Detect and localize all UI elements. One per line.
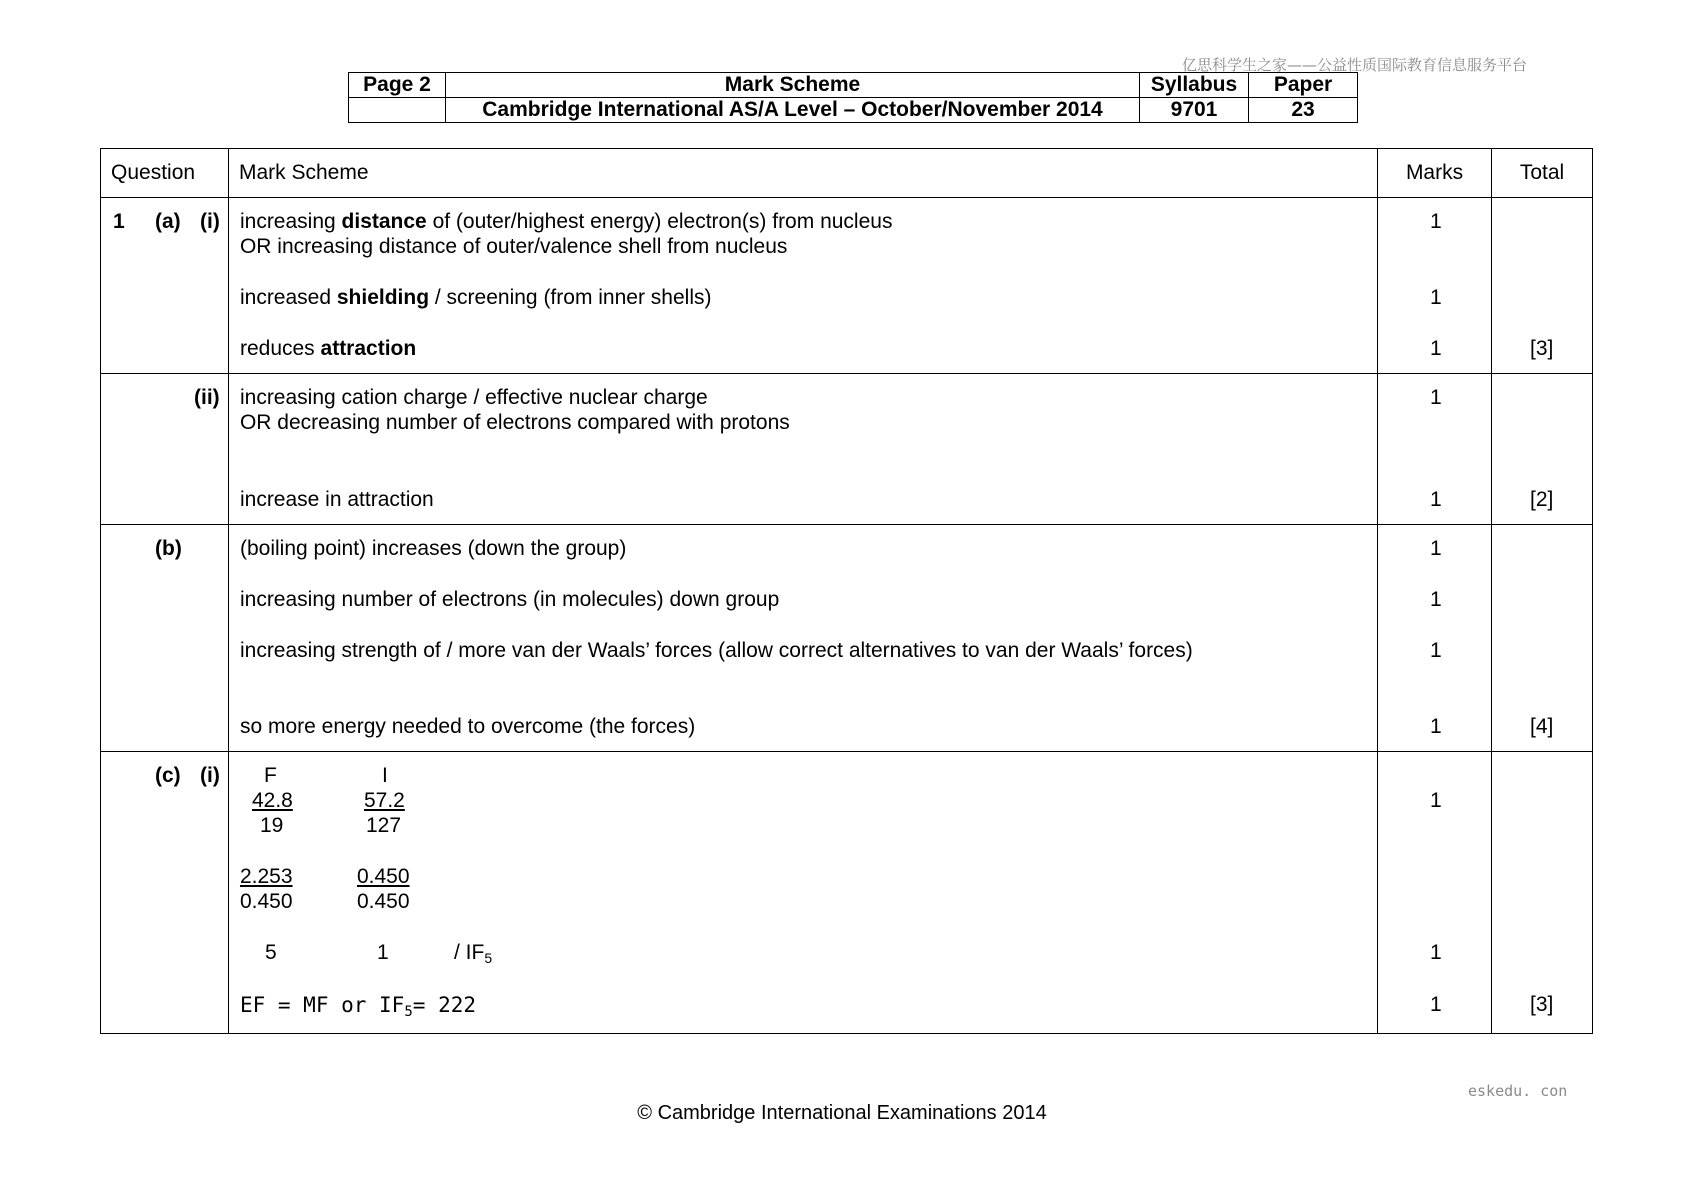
i-mole-numerator: 0.450: [356, 865, 410, 888]
question-number: 1: [113, 210, 125, 233]
col-question: Question: [101, 149, 229, 198]
page-label: Page 2: [349, 73, 446, 98]
total-value: [2]: [1530, 488, 1554, 511]
mark-value: 1: [1430, 537, 1442, 560]
f-mole-numerator: 2.253: [239, 865, 293, 888]
table-row: [101, 752, 1593, 1034]
i-mass-numerator: 57.2: [363, 789, 405, 812]
mark-value: 1: [1430, 941, 1442, 964]
col-marks: Marks: [1378, 149, 1492, 198]
question-cell: [101, 198, 229, 374]
mark-value: 1: [1430, 286, 1442, 309]
watermark-bottom: eskedu. con: [1468, 1082, 1568, 1100]
syllabus-code: 9701: [1140, 98, 1249, 123]
scheme-line: so more energy needed to overcome (the forces): [239, 715, 696, 738]
empirical-formula: / $IF_5$: [453, 941, 493, 966]
mark-value: 1: [1430, 588, 1442, 611]
copyright-footer: © Cambridge International Examinations 2014: [637, 1102, 1047, 1124]
empty-cell: [349, 98, 446, 123]
scheme-cell: [228, 525, 1377, 752]
scheme-line: reduces attraction: [239, 337, 417, 360]
question-part: (a): [155, 210, 181, 233]
scheme-line: increasing number of electrons (in molecules) down group: [239, 588, 780, 611]
marks-cell: [1378, 752, 1492, 1034]
scheme-line: increasing strength of / more van der Waals’ forces (allow correct alternatives to van der Waals’ forces): [239, 639, 1193, 662]
i-mole-denominator: 0.450: [356, 890, 410, 913]
i-mass-denominator: 127: [365, 814, 402, 837]
total-value: [3]: [1530, 337, 1554, 360]
total-cell: [1492, 198, 1593, 374]
total-value: [4]: [1530, 715, 1554, 738]
f-mass-denominator: 19: [259, 814, 284, 837]
exam-title: Cambridge International AS/A Level – October/November 2014: [446, 98, 1140, 123]
marks-cell: [1378, 198, 1492, 374]
question-subpart: (i): [200, 210, 220, 233]
scheme-cell: [228, 198, 1377, 374]
mark-value: 1: [1430, 639, 1442, 662]
paper-label: Paper: [1249, 73, 1358, 98]
total-cell: [1492, 525, 1593, 752]
scheme-line: increasing distance of (outer/highest energy) electron(s) from nucleus: [239, 210, 893, 233]
table-row: [101, 525, 1593, 752]
scheme-line: OR decreasing number of electrons compared with protons: [239, 411, 790, 434]
total-cell: [1492, 752, 1593, 1034]
total-value: [3]: [1530, 993, 1554, 1016]
ratio-f: 5: [264, 941, 277, 964]
question-subpart: (ii): [194, 386, 220, 409]
question-cell: [101, 525, 229, 752]
mark-value: 1: [1430, 789, 1442, 812]
mark-value: 1: [1430, 993, 1442, 1016]
column-header-row: [101, 149, 1593, 198]
question-cell: [101, 374, 229, 525]
mark-value: 1: [1430, 210, 1442, 233]
paper-number: 23: [1249, 98, 1358, 123]
scheme-line: (boiling point) increases (down the group): [239, 537, 627, 560]
watermark-top: 亿思科学生之家——公益性质国际教育信息服务平台: [1182, 56, 1528, 74]
scheme-cell: [228, 752, 1377, 1034]
scheme-line: increased shielding / screening (from inner shells): [239, 286, 712, 309]
table-row: [101, 198, 1593, 374]
scheme-cell: [228, 374, 1377, 525]
ef-mf-statement: EF = MF or $IF_5= 222$: [239, 993, 476, 1020]
ratio-i: 1: [376, 941, 389, 964]
question-part: (b): [155, 537, 182, 560]
element-i: I: [381, 764, 388, 787]
f-mole-denominator: 0.450: [239, 890, 293, 913]
mark-value: 1: [1430, 337, 1442, 360]
scheme-line: OR increasing distance of outer/valence shell from nucleus: [239, 235, 788, 258]
header-table: [348, 72, 1358, 123]
scheme-line: increasing cation charge / effective nuclear charge: [239, 386, 708, 409]
f-mass-numerator: 42.8: [251, 789, 293, 812]
col-mark-scheme: Mark Scheme: [228, 149, 1377, 198]
col-total: Total: [1492, 149, 1593, 198]
syllabus-label: Syllabus: [1140, 73, 1249, 98]
mark-value: 1: [1430, 488, 1442, 511]
mark-scheme-table: [100, 148, 1593, 1034]
marks-cell: [1378, 374, 1492, 525]
question-cell: [101, 752, 229, 1034]
mark-value: 1: [1430, 715, 1442, 738]
scheme-line: increase in attraction: [239, 488, 434, 511]
marks-cell: [1378, 525, 1492, 752]
mark-value: 1: [1430, 386, 1442, 409]
total-cell: [1492, 374, 1593, 525]
table-row: [101, 374, 1593, 525]
question-part: (c): [155, 764, 181, 787]
question-subpart: (i): [200, 764, 220, 787]
mark-scheme-title: Mark Scheme: [446, 73, 1140, 98]
element-f: F: [263, 764, 277, 787]
